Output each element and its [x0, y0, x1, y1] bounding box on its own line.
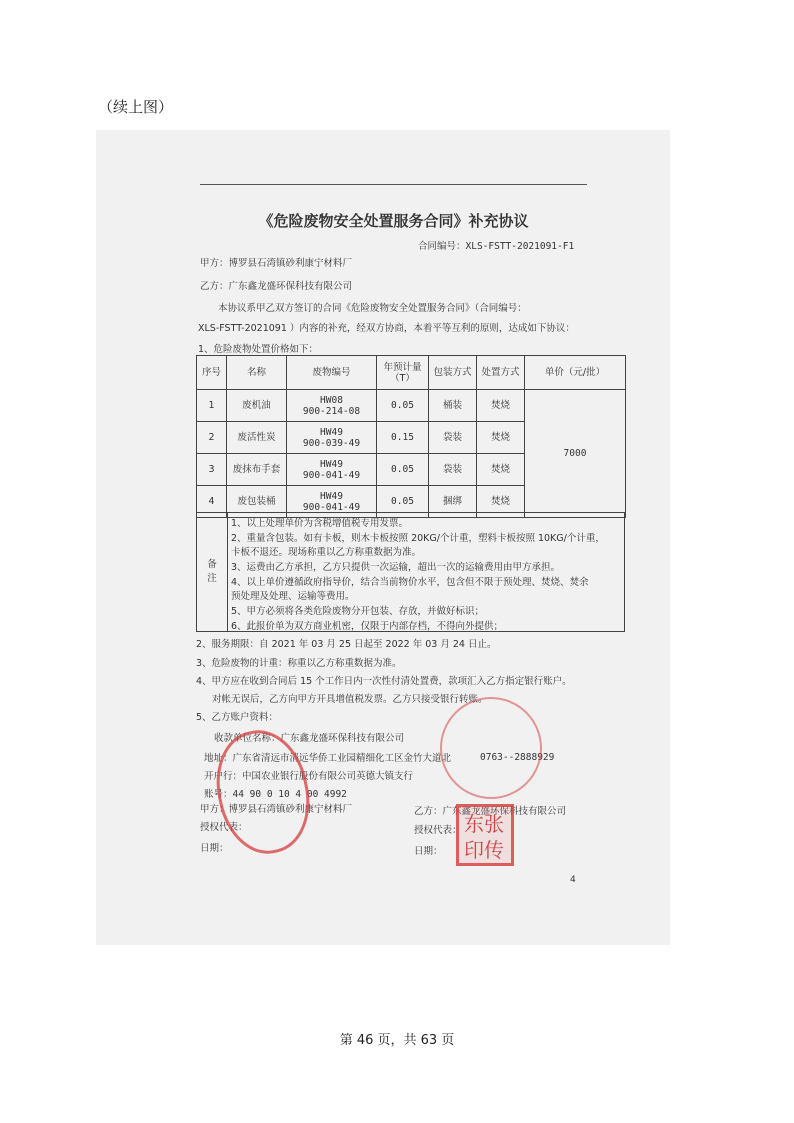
- note-line: 4、以上单价遵循政府指导价，结合当前物价水平，包含但不限于预处理、焚烧、焚余: [231, 577, 589, 588]
- row-no: 4: [197, 486, 227, 518]
- row-code: [287, 390, 377, 422]
- page-footer: 第 46 页，共 63 页: [339, 1033, 455, 1048]
- account-bank: 开户行：中国农业银行股份有限公司英德大镇支行: [204, 771, 414, 782]
- note-line: 6、此报价单为双方商业机密，仅限于内部存档，不得向外提供；: [231, 621, 504, 632]
- row-name: 废包装桶: [227, 486, 287, 518]
- party-a: 甲方：博罗县石湾镇砂利康宁材料厂: [200, 258, 353, 269]
- row-pack: 捆绑: [429, 486, 477, 518]
- account-number: 账号：44 90 0 10 4 00 4992: [204, 789, 347, 800]
- code-category: HW49: [320, 426, 343, 438]
- note-line: 预处理及处理、运输等费用。: [231, 591, 355, 602]
- header-code: 废物编号: [287, 356, 377, 390]
- party-b: 乙方：广东鑫龙盛环保科技有限公司: [200, 281, 353, 292]
- section-1-heading: 1、危险废物处置价格如下：: [198, 344, 319, 355]
- unit-price: 7000: [525, 390, 626, 518]
- row-no: 3: [197, 454, 227, 486]
- code-category: HW08: [320, 394, 343, 406]
- row-name: 废抹布手套: [227, 454, 287, 486]
- account-address: 地址：广东省清远市清远华侨工业园精细化工区金竹大道北: [204, 753, 452, 764]
- code-number: 900-214-08: [302, 405, 361, 417]
- code-category: HW49: [320, 458, 343, 470]
- row-method: 焚烧: [477, 454, 525, 486]
- header-qty: 年预计量（T）: [377, 356, 429, 390]
- row-no: 2: [197, 422, 227, 454]
- sign-a-date: 日期：: [200, 843, 229, 854]
- company-seal-party-b: [440, 697, 542, 799]
- sign-party-a: 甲方：博罗县石湾镇砂利康宁材料厂: [200, 804, 353, 815]
- code-number: 900-041-49: [302, 501, 361, 513]
- document-title: 《危险废物安全处置服务合同》补充协议: [258, 212, 529, 230]
- notes-label-2: 注: [207, 573, 217, 584]
- svg-text:印传: 印传: [464, 838, 504, 862]
- table-header-row: [197, 356, 626, 390]
- item-4b: 对帐无误后，乙方向甲方开具增值税发票。乙方只接受银行转账。: [212, 694, 488, 705]
- notes-box: [196, 512, 625, 632]
- code-category: HW49: [320, 490, 343, 502]
- notes-label: [197, 513, 228, 631]
- notes-label-1: 备: [207, 559, 217, 570]
- personal-seal-mark: [459, 807, 511, 863]
- scan-page-number: 4: [570, 875, 576, 885]
- item-5: 5、乙方账户资料：: [196, 712, 279, 723]
- row-pack: 桶装: [429, 390, 477, 422]
- sign-b-authorized: 授权代表：: [414, 825, 462, 836]
- header-pack: 包装方式: [429, 356, 477, 390]
- personal-seal: [456, 804, 514, 866]
- sign-a-authorized: 授权代表：: [200, 822, 248, 833]
- item-3: 3、危险废物的计重：称重以乙方称重数据为准。: [196, 658, 402, 669]
- row-code: [287, 454, 377, 486]
- header-rule: [200, 184, 587, 185]
- svg-text:东张: 东张: [464, 812, 504, 836]
- contract-number: 合同编号：XLS-FSTT-2021091-F1: [418, 241, 575, 252]
- row-pack: 袋装: [429, 422, 477, 454]
- row-qty: 0.15: [377, 422, 429, 454]
- note-line: 1、以上处理单价为含税增值税专用发票。: [231, 518, 409, 529]
- row-qty: 0.05: [377, 454, 429, 486]
- sign-party-b: 乙方：广东鑫龙盛环保科技有限公司: [414, 806, 567, 817]
- caption: （续上图）: [98, 98, 174, 116]
- row-no: 1: [197, 390, 227, 422]
- row-qty: 0.05: [377, 486, 429, 518]
- account-name: 收款单位名称：广东鑫龙盛环保科技有限公司: [214, 733, 405, 744]
- note-line: 5、甲方必须将各类危险废物分开包装、存放，并做好标识；: [231, 606, 485, 617]
- note-line: 2、重量含包装。如有卡板，则木卡板按照 20KG/个计重，塑料卡板按照 10KG/个计重，: [231, 533, 605, 544]
- header-price: 单价（元/批）: [525, 356, 626, 390]
- row-method: 焚烧: [477, 422, 525, 454]
- row-method: 焚烧: [477, 486, 525, 518]
- note-line: 卡板不退还。现场称重以乙方称重数据为准。: [231, 547, 422, 558]
- table-row: [197, 390, 626, 422]
- code-number: 900-041-49: [302, 469, 361, 481]
- header-method: 处置方式: [477, 356, 525, 390]
- code-number: 900-039-49: [302, 437, 361, 449]
- sign-b-date: 日期：: [414, 846, 443, 857]
- price-table: [196, 355, 626, 518]
- row-name: 废机油: [227, 390, 287, 422]
- service-term: 2、服务期限：自 2021 年 03 月 25 日起至 2022 年 03 月 24 日止。: [196, 639, 497, 650]
- row-code: [287, 422, 377, 454]
- header-no: 序号: [197, 356, 227, 390]
- row-pack: 袋装: [429, 454, 477, 486]
- row-method: 焚烧: [477, 390, 525, 422]
- header-name: 名称: [227, 356, 287, 390]
- account-tel: 0763--2888929: [480, 752, 555, 763]
- row-qty: 0.05: [377, 390, 429, 422]
- item-4a: 4、甲方应在收到合同后 15 个工作日内一次性付清处置费，款项汇入乙方指定银行账户。: [196, 676, 572, 687]
- intro-line-1: 本协议系甲乙双方签订的合同《危险废物安全处置服务合同》（合同编号：: [218, 303, 527, 314]
- intro-line-2: XLS-FSTT-2021091 ）内容的补充，经双方协商，本着平等互利的原则，达成如下协议：: [198, 323, 575, 334]
- note-line: 3、运费由乙方承担，乙方只提供一次运输，超出一次的运输费用由甲方承担。: [231, 562, 561, 573]
- row-name: 废活性炭: [227, 422, 287, 454]
